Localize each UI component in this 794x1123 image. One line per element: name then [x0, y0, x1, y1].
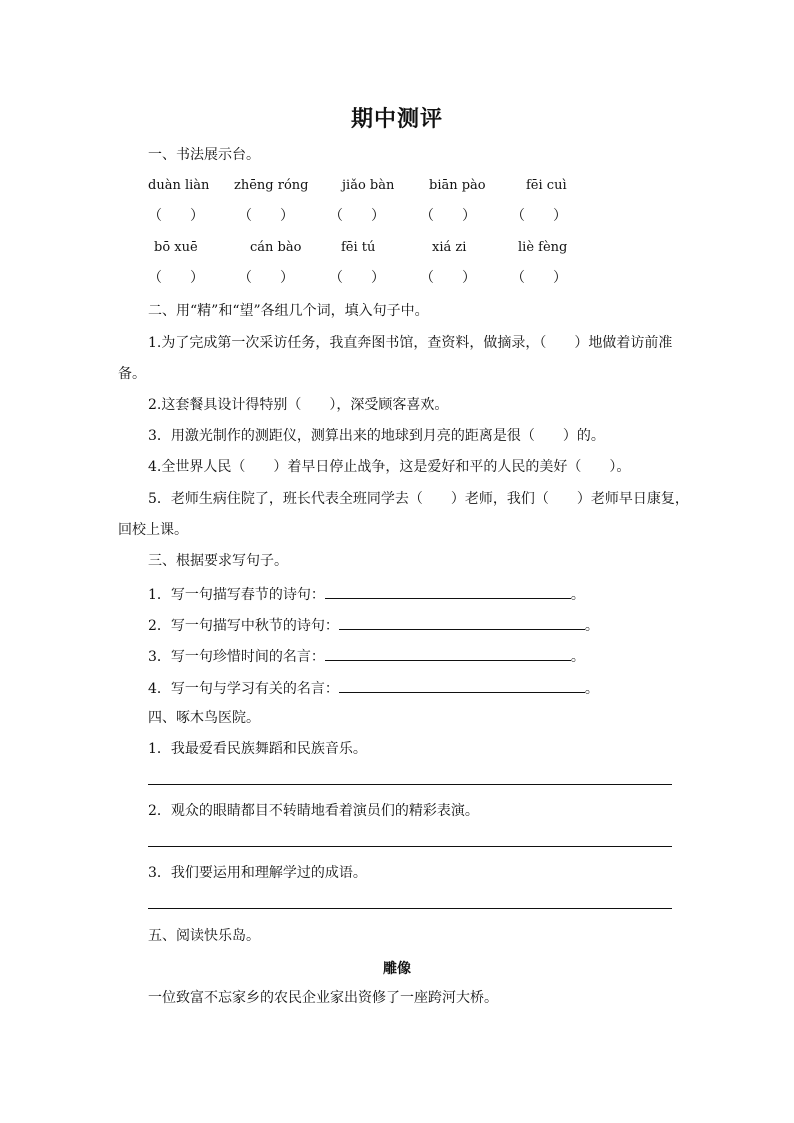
- passage-title: 雕像: [383, 961, 411, 977]
- answer-paren[interactable]: （ ）: [420, 208, 476, 224]
- pinyin-item: bō xuē: [154, 240, 198, 255]
- answer-blank[interactable]: [339, 678, 585, 693]
- answer-paren[interactable]: （ ）: [148, 208, 204, 224]
- question-end-mark: 。: [570, 649, 585, 665]
- question-4-2: 2．观众的眼睛都目不转睛地看着演员们的精彩表演。: [148, 803, 479, 819]
- question-3-1: [148, 584, 585, 604]
- pinyin-item: zhēng róng: [234, 178, 309, 193]
- answer-line[interactable]: [148, 784, 672, 785]
- question-3-1-text: 1．写一句描写春节的诗句：: [148, 587, 325, 603]
- question-end-mark: 。: [570, 587, 585, 603]
- pinyin-item: cán bào: [250, 240, 302, 255]
- pinyin-item: liè fèng: [518, 240, 568, 255]
- answer-line[interactable]: [148, 908, 672, 909]
- answer-paren[interactable]: （ ）: [148, 270, 204, 286]
- question-3-2-text: 2．写一句描写中秋节的诗句：: [148, 618, 339, 634]
- pinyin-item: xiá zi: [432, 240, 467, 255]
- answer-paren[interactable]: （ ）: [329, 208, 385, 224]
- answer-paren[interactable]: （ ）: [238, 208, 294, 224]
- answer-paren[interactable]: （ ）: [420, 270, 476, 286]
- question-4-3: 3．我们要运用和理解学过的成语。: [148, 865, 367, 881]
- section2-heading: 二、用“精”和“望”各组几个词，填入句子中。: [148, 303, 429, 319]
- pinyin-item: fēi cuì: [526, 178, 567, 193]
- answer-paren[interactable]: （ ）: [511, 270, 567, 286]
- question-end-mark: 。: [584, 618, 599, 634]
- answer-blank[interactable]: [339, 615, 585, 630]
- pinyin-item: duàn liàn: [148, 178, 210, 193]
- question-end-mark: 。: [584, 681, 599, 697]
- section1-heading: 一、书法展示台。: [148, 147, 260, 163]
- pinyin-item: biān pào: [429, 178, 486, 193]
- page-title: 期中测评: [350, 106, 443, 132]
- answer-blank[interactable]: [325, 584, 571, 599]
- answer-paren[interactable]: （ ）: [511, 208, 567, 224]
- question-2-1-cont: 备。: [118, 366, 146, 382]
- question-3-4: [148, 678, 599, 698]
- question-4-1: 1．我最爱看民族舞蹈和民族音乐。: [148, 741, 367, 757]
- section4-heading: 四、啄木鸟医院。: [148, 710, 260, 726]
- question-2-1: 1.为了完成第一次采访任务，我直奔图书馆，查资料，做摘录，（ ）地做着访前准: [148, 335, 673, 351]
- pinyin-item: fēi tú: [341, 240, 376, 255]
- answer-paren[interactable]: （ ）: [329, 270, 385, 286]
- passage-line: 一位致富不忘家乡的农民企业家出资修了一座跨河大桥。: [148, 990, 498, 1006]
- pinyin-item: jiǎo bàn: [342, 178, 395, 193]
- question-3-3-text: 3．写一句珍惜时间的名言：: [148, 649, 325, 665]
- section3-heading: 三、根据要求写句子。: [148, 553, 288, 569]
- question-2-2: 2.这套餐具设计得特别（ ），深受顾客喜欢。: [148, 397, 449, 413]
- question-2-4: 4.全世界人民（ ）着早日停止战争，这是爱好和平的人民的美好（ ）。: [148, 459, 631, 475]
- answer-blank[interactable]: [325, 646, 571, 661]
- question-2-5-cont: 回校上课。: [118, 522, 188, 538]
- question-2-5: 5．老师生病住院了，班长代表全班同学去（ ）老师，我们（ ）老师早日康复，: [148, 491, 689, 507]
- question-3-3: [148, 646, 585, 666]
- question-3-4-text: 4．写一句与学习有关的名言：: [148, 681, 339, 697]
- answer-paren[interactable]: （ ）: [238, 270, 294, 286]
- question-2-3: 3．用激光制作的测距仪，测算出来的地球到月亮的距离是很（ ）的。: [148, 428, 605, 444]
- answer-line[interactable]: [148, 846, 672, 847]
- section5-heading: 五、阅读快乐岛。: [148, 928, 260, 944]
- question-3-2: [148, 615, 599, 635]
